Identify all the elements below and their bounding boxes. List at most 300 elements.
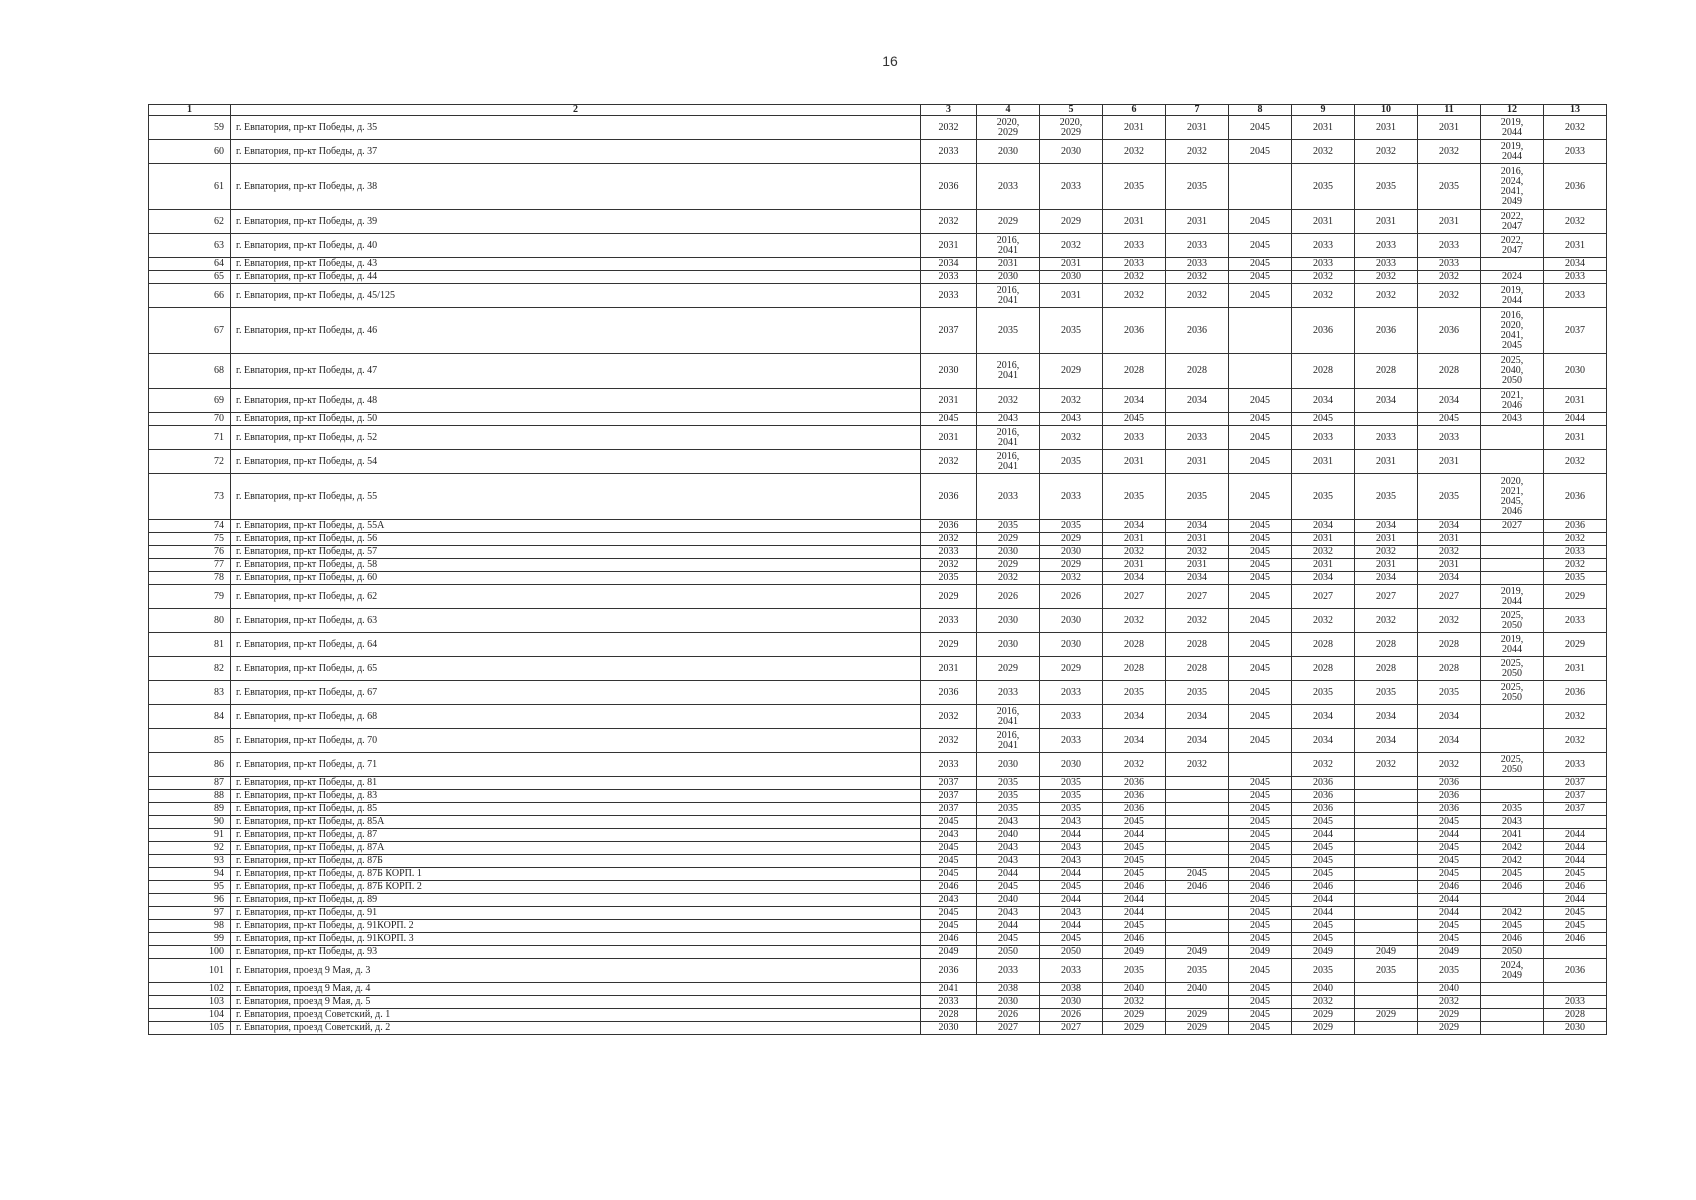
year-cell: 2046 (1544, 933, 1607, 946)
year-cell: 2033 (1040, 959, 1103, 983)
year-cell (1355, 996, 1418, 1009)
page-number: 16 (882, 53, 898, 69)
year-cell: 2031 (921, 657, 977, 681)
year-cell (1481, 546, 1544, 559)
year-cell: 2046 (1103, 881, 1166, 894)
year-cell: 2032 (1166, 271, 1229, 284)
year-cell: 2045 (1229, 633, 1292, 657)
year-cell: 2034 (1418, 729, 1481, 753)
year-cell: 2032 (921, 705, 977, 729)
row-number: 68 (149, 354, 231, 389)
year-cell (1166, 855, 1229, 868)
year-cell: 2036 (921, 474, 977, 520)
year-cell: 2045 (1229, 450, 1292, 474)
year-cell: 2050 (1040, 946, 1103, 959)
year-cell (1166, 842, 1229, 855)
year-cell: 2032 (921, 533, 977, 546)
row-number: 87 (149, 777, 231, 790)
year-cell: 2029 (1355, 1009, 1418, 1022)
year-cell: 2032 (1103, 140, 1166, 164)
address-cell: г. Евпатория, пр-кт Победы, д. 50 (231, 413, 921, 426)
address-cell: г. Евпатория, пр-кт Победы, д. 63 (231, 609, 921, 633)
year-cell: 2034 (1355, 705, 1418, 729)
year-cell: 2043 (1040, 855, 1103, 868)
year-cell: 2044 (1040, 920, 1103, 933)
year-cell (1481, 258, 1544, 271)
address-cell: г. Евпатория, пр-кт Победы, д. 87Б КОРП. 2 (231, 881, 921, 894)
year-cell: 2045 (1292, 855, 1355, 868)
year-cell: 2044 (1040, 829, 1103, 842)
header-cell: 11 (1418, 105, 1481, 116)
row-number: 96 (149, 894, 231, 907)
year-cell: 2028 (1292, 354, 1355, 389)
year-cell: 2026 (977, 585, 1040, 609)
year-cell: 2027 (1481, 520, 1544, 533)
year-cell: 2044 (1544, 842, 1607, 855)
row-number: 67 (149, 308, 231, 354)
table-row (149, 546, 1607, 559)
row-number: 60 (149, 140, 231, 164)
year-cell: 2032 (977, 389, 1040, 413)
year-cell: 2033 (1544, 140, 1607, 164)
table-row (149, 633, 1607, 657)
year-cell: 2031 (1292, 210, 1355, 234)
year-cell: 2016, 2020, 2041, 2045 (1481, 308, 1544, 354)
year-cell: 2032 (1292, 996, 1355, 1009)
year-cell: 2045 (1229, 474, 1292, 520)
year-cell: 2036 (921, 520, 977, 533)
year-cell: 2045 (1229, 855, 1292, 868)
year-cell: 2045 (1103, 920, 1166, 933)
year-cell: 2045 (1103, 816, 1166, 829)
year-cell: 2030 (1544, 354, 1607, 389)
year-cell: 2035 (977, 803, 1040, 816)
year-cell: 2045 (1229, 284, 1292, 308)
year-cell (1355, 855, 1418, 868)
year-cell: 2032 (1355, 753, 1418, 777)
year-cell: 2028 (1166, 633, 1229, 657)
year-cell: 2030 (1040, 546, 1103, 559)
year-cell: 2046 (921, 933, 977, 946)
year-cell: 2034 (1418, 389, 1481, 413)
year-cell: 2027 (1292, 585, 1355, 609)
year-cell: 2043 (1481, 413, 1544, 426)
year-cell: 2034 (1292, 572, 1355, 585)
year-cell: 2041 (921, 983, 977, 996)
year-cell: 2031 (1355, 450, 1418, 474)
year-cell: 2036 (921, 164, 977, 210)
year-cell: 2032 (921, 450, 977, 474)
address-cell: г. Евпатория, пр-кт Победы, д. 45/125 (231, 284, 921, 308)
address-cell: г. Евпатория, пр-кт Победы, д. 35 (231, 116, 921, 140)
year-cell: 2035 (1103, 474, 1166, 520)
year-cell: 2045 (1229, 920, 1292, 933)
year-cell: 2030 (1040, 140, 1103, 164)
year-cell: 2032 (1418, 609, 1481, 633)
year-cell: 2033 (1103, 258, 1166, 271)
year-cell: 2028 (1418, 633, 1481, 657)
address-cell: г. Евпатория, пр-кт Победы, д. 68 (231, 705, 921, 729)
table-row (149, 572, 1607, 585)
year-cell: 2022, 2047 (1481, 234, 1544, 258)
year-cell: 2035 (1040, 777, 1103, 790)
year-cell: 2034 (1103, 572, 1166, 585)
year-cell: 2029 (921, 585, 977, 609)
table-row (149, 234, 1607, 258)
year-cell (1355, 983, 1418, 996)
year-cell: 2032 (1292, 284, 1355, 308)
year-cell: 2031 (1040, 258, 1103, 271)
row-number: 101 (149, 959, 231, 983)
year-cell: 2045 (1292, 920, 1355, 933)
year-cell: 2045 (921, 816, 977, 829)
year-cell: 2031 (1103, 210, 1166, 234)
year-cell: 2045 (1418, 855, 1481, 868)
year-cell: 2031 (1355, 533, 1418, 546)
year-cell: 2032 (1418, 140, 1481, 164)
year-cell: 2025, 2050 (1481, 609, 1544, 633)
year-cell: 2033 (921, 546, 977, 559)
year-cell: 2045 (1418, 920, 1481, 933)
year-cell (1481, 426, 1544, 450)
year-cell: 2034 (1355, 572, 1418, 585)
year-cell: 2046 (1166, 881, 1229, 894)
table-row (149, 284, 1607, 308)
year-cell: 2033 (1544, 753, 1607, 777)
year-cell (1166, 829, 1229, 842)
address-cell: г. Евпатория, пр-кт Победы, д. 85 (231, 803, 921, 816)
year-cell: 2045 (1103, 413, 1166, 426)
year-cell: 2033 (977, 959, 1040, 983)
year-cell: 2036 (1355, 308, 1418, 354)
year-cell: 2036 (1544, 164, 1607, 210)
address-cell: г. Евпатория, пр-кт Победы, д. 64 (231, 633, 921, 657)
year-cell (1355, 816, 1418, 829)
year-cell: 2033 (977, 474, 1040, 520)
address-cell: г. Евпатория, пр-кт Победы, д. 65 (231, 657, 921, 681)
year-cell (1355, 803, 1418, 816)
year-cell: 2034 (1292, 389, 1355, 413)
year-cell: 2028 (1166, 657, 1229, 681)
table-row (149, 258, 1607, 271)
year-cell: 2036 (1544, 959, 1607, 983)
year-cell: 2030 (977, 271, 1040, 284)
year-cell: 2033 (1544, 284, 1607, 308)
row-number: 91 (149, 829, 231, 842)
year-cell: 2045 (1418, 933, 1481, 946)
year-cell: 2031 (1103, 559, 1166, 572)
year-cell: 2044 (1418, 829, 1481, 842)
year-cell: 2045 (921, 920, 977, 933)
year-cell: 2029 (1040, 559, 1103, 572)
row-number: 102 (149, 983, 231, 996)
year-cell: 2045 (1292, 933, 1355, 946)
year-cell: 2034 (921, 258, 977, 271)
year-cell: 2031 (1040, 284, 1103, 308)
year-cell: 2031 (1292, 450, 1355, 474)
year-cell: 2034 (1166, 572, 1229, 585)
year-cell (1166, 413, 1229, 426)
year-cell: 2025, 2050 (1481, 753, 1544, 777)
year-cell: 2036 (1544, 474, 1607, 520)
address-cell: г. Евпатория, пр-кт Победы, д. 39 (231, 210, 921, 234)
year-cell: 2045 (1229, 868, 1292, 881)
year-cell (1229, 308, 1292, 354)
year-cell: 2027 (1355, 585, 1418, 609)
year-cell: 2040 (977, 829, 1040, 842)
year-cell: 2032 (1040, 572, 1103, 585)
year-cell: 2035 (1355, 474, 1418, 520)
year-cell: 2029 (1103, 1022, 1166, 1035)
address-cell: г. Евпатория, пр-кт Победы, д. 87А (231, 842, 921, 855)
year-cell: 2029 (977, 210, 1040, 234)
address-cell: г. Евпатория, пр-кт Победы, д. 58 (231, 559, 921, 572)
row-number: 64 (149, 258, 231, 271)
table-row (149, 777, 1607, 790)
year-cell: 2033 (977, 164, 1040, 210)
year-cell: 2030 (977, 546, 1040, 559)
year-cell: 2045 (921, 842, 977, 855)
year-cell: 2029 (1040, 533, 1103, 546)
year-cell: 2033 (1103, 426, 1166, 450)
year-cell: 2032 (1103, 546, 1166, 559)
year-cell: 2044 (1292, 829, 1355, 842)
year-cell: 2025, 2050 (1481, 657, 1544, 681)
year-cell: 2045 (921, 868, 977, 881)
year-cell: 2032 (1355, 284, 1418, 308)
year-cell: 2044 (1292, 907, 1355, 920)
year-cell: 2034 (1292, 705, 1355, 729)
address-cell: г. Евпатория, пр-кт Победы, д. 40 (231, 234, 921, 258)
year-cell: 2045 (921, 413, 977, 426)
year-cell: 2022, 2047 (1481, 210, 1544, 234)
year-cell: 2032 (1040, 234, 1103, 258)
year-cell: 2032 (1418, 996, 1481, 1009)
year-cell: 2027 (1418, 585, 1481, 609)
year-cell (1355, 881, 1418, 894)
year-cell: 2031 (1355, 210, 1418, 234)
year-cell: 2043 (977, 842, 1040, 855)
year-cell: 2044 (977, 920, 1040, 933)
year-cell: 2034 (1166, 389, 1229, 413)
row-number: 80 (149, 609, 231, 633)
address-cell: г. Евпатория, пр-кт Победы, д. 91 (231, 907, 921, 920)
year-cell: 2036 (1292, 777, 1355, 790)
year-cell: 2045 (1229, 907, 1292, 920)
year-cell: 2016, 2041 (977, 729, 1040, 753)
year-cell (1355, 777, 1418, 790)
year-cell: 2031 (1166, 116, 1229, 140)
year-cell: 2041 (1481, 829, 1544, 842)
year-cell: 2044 (1544, 829, 1607, 842)
year-cell: 2032 (1544, 450, 1607, 474)
year-cell: 2028 (1103, 633, 1166, 657)
year-cell: 2029 (977, 657, 1040, 681)
year-cell: 2035 (1040, 520, 1103, 533)
year-cell: 2031 (1166, 450, 1229, 474)
year-cell: 2033 (921, 996, 977, 1009)
year-cell: 2033 (1544, 546, 1607, 559)
year-cell: 2037 (921, 308, 977, 354)
row-number: 66 (149, 284, 231, 308)
row-number: 78 (149, 572, 231, 585)
year-cell (1481, 790, 1544, 803)
year-cell: 2045 (1103, 842, 1166, 855)
row-number: 95 (149, 881, 231, 894)
year-cell: 2033 (1040, 474, 1103, 520)
row-number: 76 (149, 546, 231, 559)
row-number: 104 (149, 1009, 231, 1022)
year-cell: 2045 (1229, 116, 1292, 140)
year-cell: 2031 (921, 426, 977, 450)
year-cell: 2032 (1418, 271, 1481, 284)
row-number: 100 (149, 946, 231, 959)
year-cell: 2032 (1355, 140, 1418, 164)
year-cell (1355, 868, 1418, 881)
row-number: 81 (149, 633, 231, 657)
year-cell: 2043 (921, 894, 977, 907)
year-cell: 2031 (1355, 116, 1418, 140)
row-number: 59 (149, 116, 231, 140)
year-cell: 2037 (1544, 308, 1607, 354)
header-row (149, 105, 1607, 116)
year-cell: 2045 (1229, 803, 1292, 816)
year-cell: 2045 (1040, 933, 1103, 946)
year-cell: 2037 (1544, 777, 1607, 790)
year-cell: 2019, 2044 (1481, 585, 1544, 609)
year-cell: 2045 (1229, 1022, 1292, 1035)
year-cell: 2035 (1166, 474, 1229, 520)
year-cell: 2034 (1418, 572, 1481, 585)
year-cell: 2034 (1103, 389, 1166, 413)
year-cell (1544, 816, 1607, 829)
year-cell: 2031 (1103, 450, 1166, 474)
year-cell: 2046 (921, 881, 977, 894)
address-cell: г. Евпатория, проезд 9 Мая, д. 4 (231, 983, 921, 996)
table-row (149, 920, 1607, 933)
year-cell (1355, 413, 1418, 426)
year-cell: 2033 (1040, 164, 1103, 210)
year-cell: 2030 (977, 996, 1040, 1009)
row-number: 92 (149, 842, 231, 855)
table-row (149, 210, 1607, 234)
year-cell: 2032 (921, 729, 977, 753)
year-cell: 2026 (977, 1009, 1040, 1022)
year-cell: 2038 (1040, 983, 1103, 996)
year-cell: 2044 (977, 868, 1040, 881)
year-cell: 2049 (1418, 946, 1481, 959)
year-cell: 2045 (921, 855, 977, 868)
year-cell: 2032 (1166, 284, 1229, 308)
year-cell: 2035 (1481, 803, 1544, 816)
address-cell: г. Евпатория, пр-кт Победы, д. 71 (231, 753, 921, 777)
year-cell: 2031 (1166, 559, 1229, 572)
year-cell: 2045 (1229, 140, 1292, 164)
year-cell: 2040 (1418, 983, 1481, 996)
row-number: 70 (149, 413, 231, 426)
year-cell: 2033 (1040, 729, 1103, 753)
year-cell: 2034 (1166, 705, 1229, 729)
row-number: 103 (149, 996, 231, 1009)
address-cell: г. Евпатория, пр-кт Победы, д. 44 (231, 271, 921, 284)
year-cell: 2028 (1166, 354, 1229, 389)
year-cell: 2045 (1229, 210, 1292, 234)
year-cell (1481, 559, 1544, 572)
table-row (149, 354, 1607, 389)
year-cell (1166, 803, 1229, 816)
year-cell: 2034 (1103, 729, 1166, 753)
table-row (149, 983, 1607, 996)
table-row (149, 959, 1607, 983)
year-cell (1166, 894, 1229, 907)
year-cell: 2049 (1292, 946, 1355, 959)
year-cell: 2032 (1292, 271, 1355, 284)
year-cell (1544, 946, 1607, 959)
year-cell: 2045 (1544, 907, 1607, 920)
address-cell: г. Евпатория, пр-кт Победы, д. 87Б КОРП. 1 (231, 868, 921, 881)
year-cell: 2035 (1103, 164, 1166, 210)
row-number: 62 (149, 210, 231, 234)
year-cell: 2045 (1229, 657, 1292, 681)
year-cell: 2044 (1544, 413, 1607, 426)
year-cell: 2032 (1103, 271, 1166, 284)
year-cell: 2033 (1544, 609, 1607, 633)
year-cell: 2028 (1103, 657, 1166, 681)
row-number: 77 (149, 559, 231, 572)
year-cell: 2032 (1544, 559, 1607, 572)
year-cell: 2045 (1292, 842, 1355, 855)
row-number: 90 (149, 816, 231, 829)
year-cell: 2029 (1544, 585, 1607, 609)
year-cell (1481, 777, 1544, 790)
year-cell: 2032 (1355, 546, 1418, 559)
year-cell: 2033 (1355, 258, 1418, 271)
year-cell: 2029 (1040, 210, 1103, 234)
year-cell: 2034 (1166, 729, 1229, 753)
table-row (149, 413, 1607, 426)
year-cell: 2035 (1292, 164, 1355, 210)
row-number: 98 (149, 920, 231, 933)
year-cell: 2049 (1166, 946, 1229, 959)
year-cell: 2027 (1103, 585, 1166, 609)
year-cell: 2033 (1103, 234, 1166, 258)
year-cell: 2016, 2041 (977, 284, 1040, 308)
table-row (149, 609, 1607, 633)
year-cell: 2030 (1040, 996, 1103, 1009)
year-cell: 2045 (1229, 729, 1292, 753)
year-cell: 2036 (1418, 777, 1481, 790)
table-row (149, 474, 1607, 520)
year-cell: 2035 (1292, 959, 1355, 983)
year-cell: 2042 (1481, 907, 1544, 920)
year-cell: 2043 (977, 907, 1040, 920)
year-cell: 2025, 2050 (1481, 681, 1544, 705)
year-cell: 2045 (1103, 855, 1166, 868)
year-cell (1166, 790, 1229, 803)
year-cell: 2040 (1103, 983, 1166, 996)
address-cell: г. Евпатория, пр-кт Победы, д. 47 (231, 354, 921, 389)
row-number: 74 (149, 520, 231, 533)
year-cell: 2043 (1040, 816, 1103, 829)
row-number: 97 (149, 907, 231, 920)
year-cell: 2031 (1355, 559, 1418, 572)
year-cell: 2046 (1103, 933, 1166, 946)
year-cell: 2045 (1229, 258, 1292, 271)
year-cell: 2036 (1418, 790, 1481, 803)
address-cell: г. Евпатория, пр-кт Победы, д. 57 (231, 546, 921, 559)
year-cell (1481, 572, 1544, 585)
year-cell: 2031 (1166, 533, 1229, 546)
